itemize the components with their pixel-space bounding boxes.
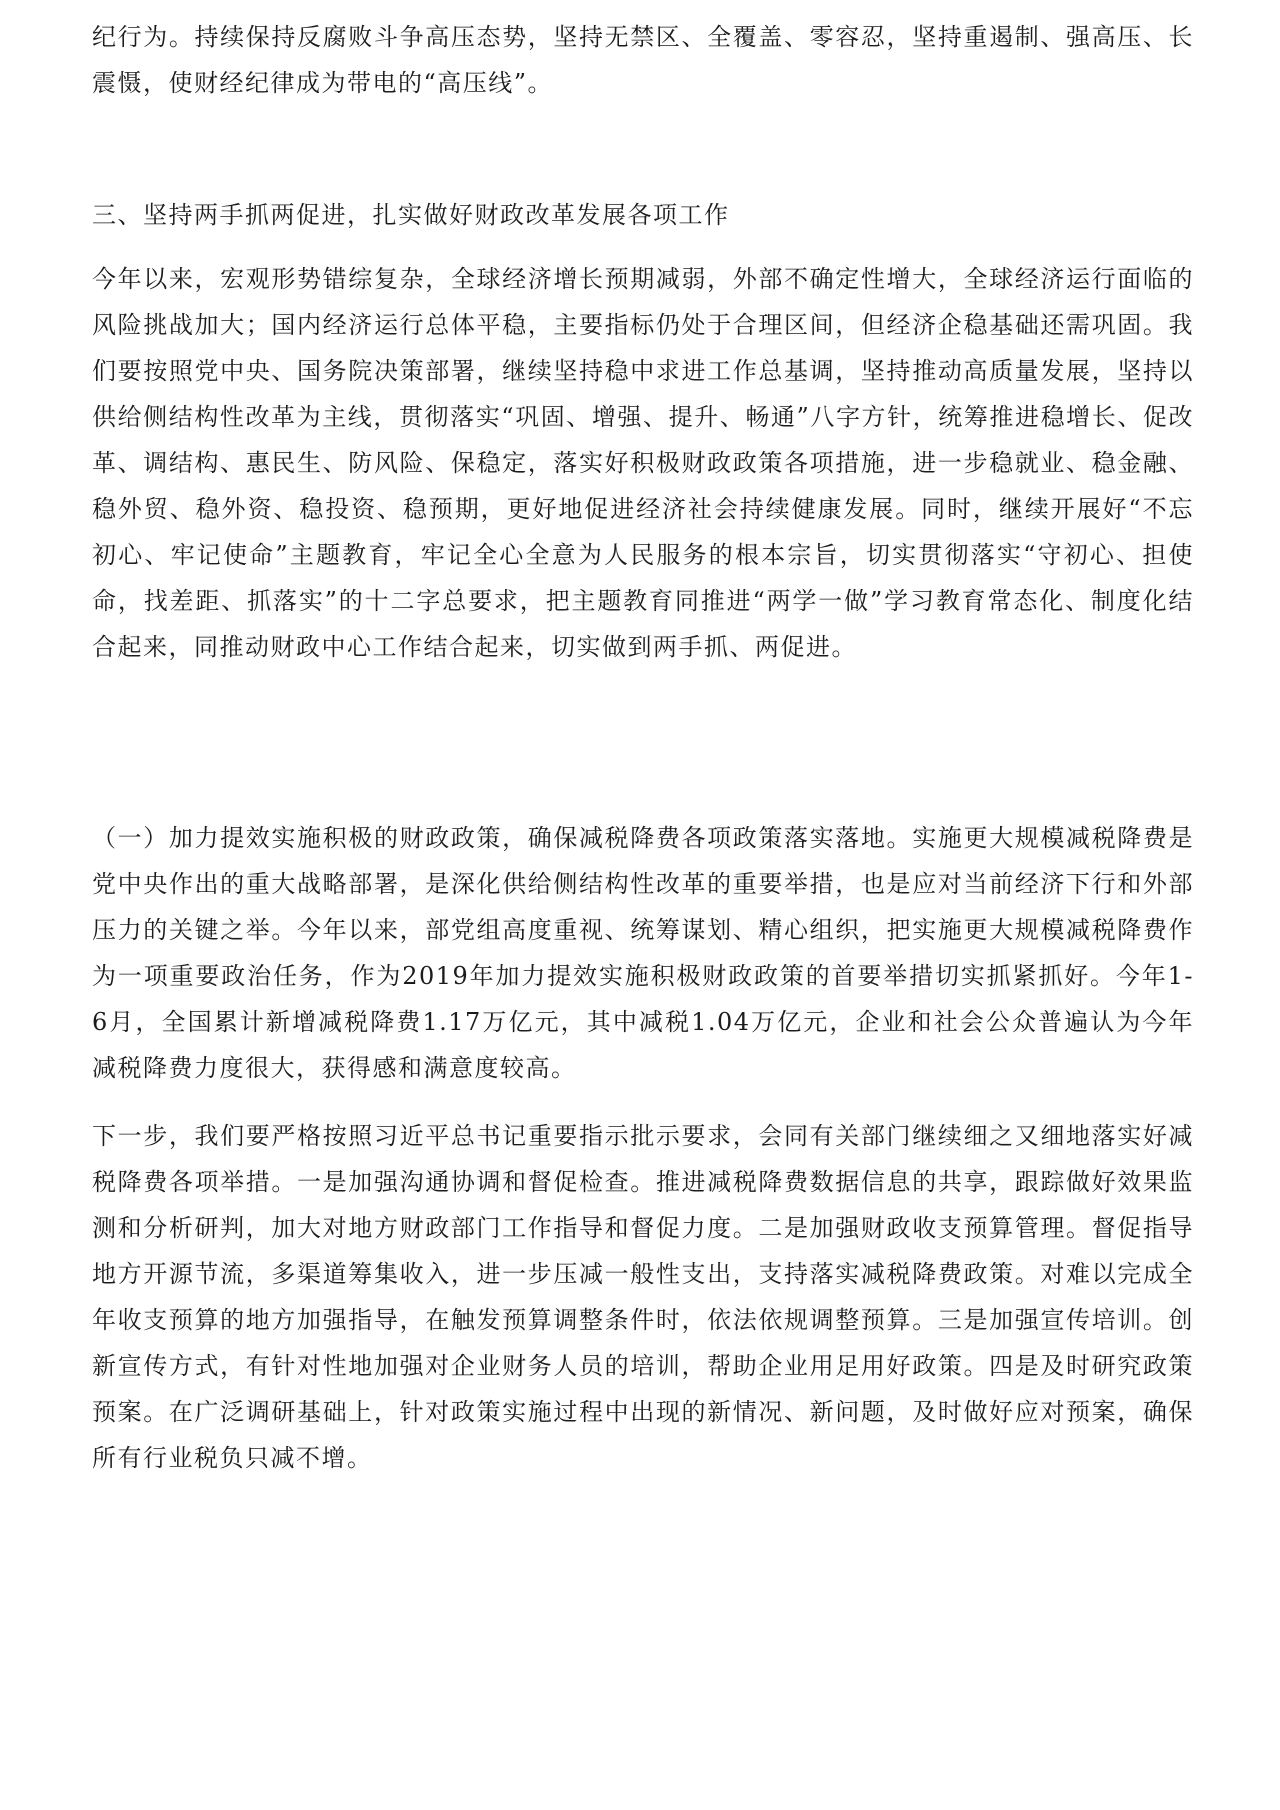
- document-page: [92, 0, 1194, 1810]
- paragraph-overview: 今年以来，宏观形势错综复杂，全球经济增长预期减弱，外部不确定性增大，全球经济运行面临的风险挑战加大；国内经济运行总体平稳，主要指标仍处于合理区间，但经济企稳基础还需巩固。我们要按照党中央、国务院决策部署，继续坚持稳中求进工作总基调，坚持推动高质量发展，坚持以供给侧结构性改革为主线，贯彻落实“巩固、增强、提升、畅通”八字方针，统筹推进稳增长、促改革、调结构、惠民生、防风险、保稳定，落实好积极财政政策各项措施，进一步稳就业、稳金融、稳外贸、稳外资、稳投资、稳预期，更好地促进经济社会持续健康发展。同时，继续开展好“不忘初心、牢记使命”主题教育，牢记全心全意为人民服务的根本宗旨，切实贯彻落实“守初心、担使命，找差距、抓落实”的十二字总要求，把主题教育同推进“两学一做”学习教育常态化、制度化结合起来，同推动财政中心工作结合起来，切实做到两手抓、两促进。: [92, 265, 1194, 661]
- paragraph-next-steps: 下一步，我们要严格按照习近平总书记重要指示批示要求，会同有关部门继续细之又细地落实好减税降费各项举措。一是加强沟通协调和督促检查。推进减税降费数据信息的共享，跟踪做好效果监测和分析研判，加大对地方财政部门工作指导和督促力度。二是加强财政收支预算管理。督促指导地方开源节流，多渠道筹集收入，进一步压减一般性支出，支持落实减税降费政策。对难以完成全年收支预算的地方加强指导，在触发预算调整条件时，依法依规调整预算。三是加强宣传培训。创新宣传方式，有针对性地加强对企业财务人员的培训，帮助企业用足用好政策。四是及时研究政策预案。在广泛调研基础上，针对政策实施过程中出现的新情况、新问题，及时做好应对预案，确保所有行业税负只减不增。: [92, 1122, 1194, 1472]
- paragraph-fiscal-policy: （一）加力提效实施积极的财政政策，确保减税降费各项政策落实落地。实施更大规模减税降费是党中央作出的重大战略部署，是深化供给侧结构性改革的重要举措，也是应对当前经济下行和外部压力的关键之举。今年以来，部党组高度重视、统筹谋划、精心组织，把实施更大规模减税降费作为一项重要政治任务，作为2019年加力提效实施积极财政政策的首要举措切实抓紧抓好。今年1-6月，全国累计新增减税降费1.17万亿元，其中减税1.04万亿元，企业和社会公众普遍认为今年减税降费力度很大，获得感和满意度较高。: [92, 824, 1194, 1082]
- section-heading: 三、坚持两手抓两促进，扎实做好财政改革发展各项工作: [92, 201, 730, 229]
- paragraph-discipline: 纪行为。持续保持反腐败斗争高压态势，坚持无禁区、全覆盖、零容忍，坚持重遏制、强高压、长震慑，使财经纪律成为带电的“高压线”。: [92, 23, 1194, 97]
